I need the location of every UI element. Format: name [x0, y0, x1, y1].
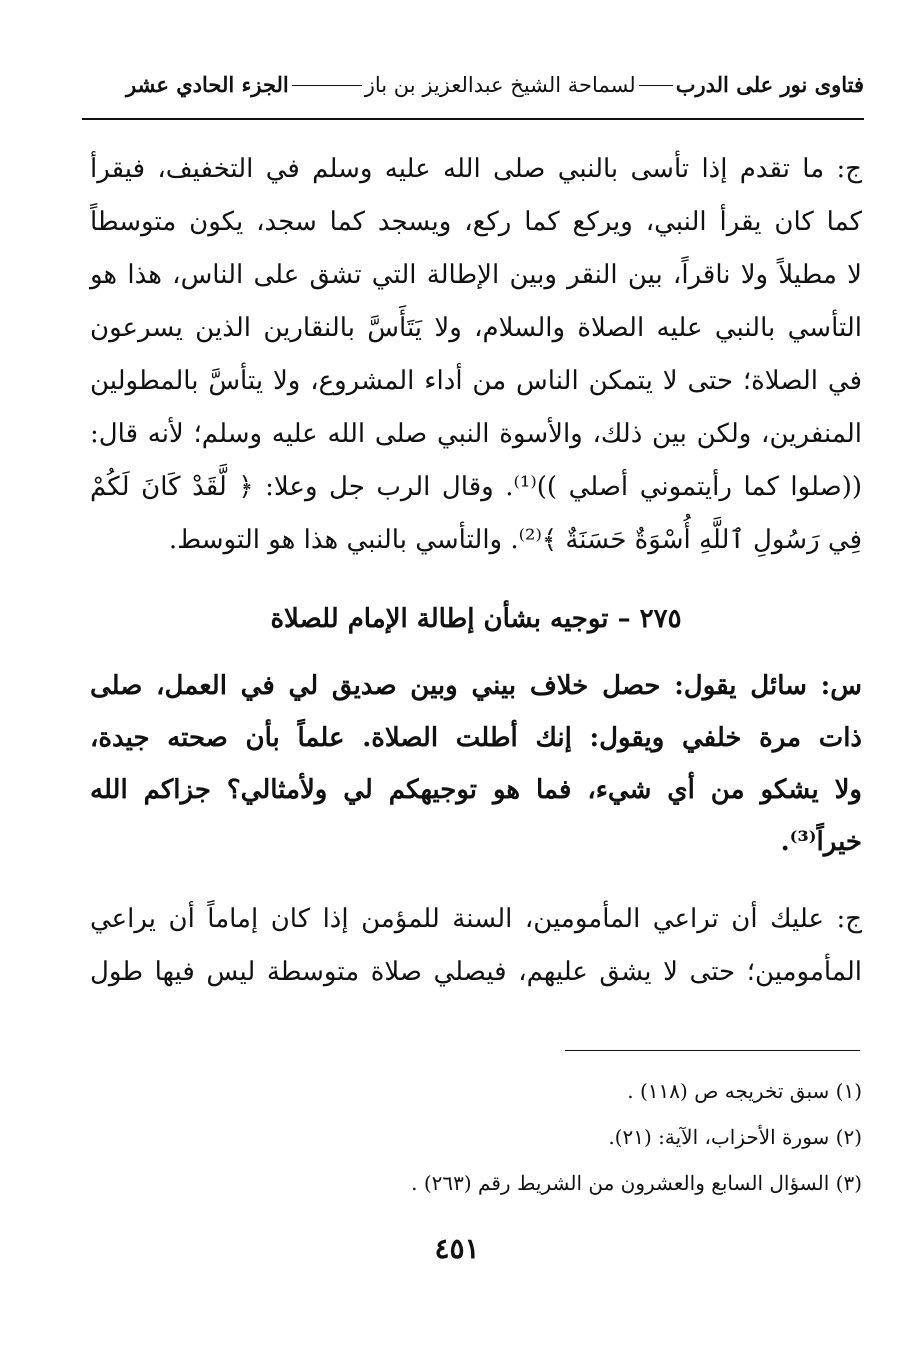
text-line: ج: ما تقدم إذا تأسى بالنبي صلى الله عليه وسلم في التخفيف، فيقرأ	[90, 154, 862, 184]
text-line: ولا يشكو من أي شيء، فما هو توجيهكم لي ولأمثالي؟ جزاكم الله	[90, 775, 862, 805]
text-line: لا مطيلاً ولا ناقراً، بين النقر وبين الإطالة التي تشق على الناس، هذا هو	[90, 260, 862, 290]
running-header	[82, 72, 864, 97]
book-title: فتاوى نور على الدرب	[675, 72, 864, 97]
text-line: خيراً⁽³⁾.	[780, 827, 862, 857]
page-number: ٤٥١	[434, 1232, 480, 1265]
text-line: ج: عليك أن تراعي المأمومين، السنة للمؤمن إذا كان إماماً أن يراعي	[90, 904, 862, 934]
footnote: (٢) سورة الأحزاب، الآية: (٢١).	[608, 1125, 862, 1149]
text-line: المأمومين؛ حتى لا يشق عليهم، فيصلي صلاة متوسطة ليس فيها طول	[90, 957, 862, 987]
question-paragraph	[90, 660, 862, 868]
text-line: ذات مرة خلفي ويقول: إنك أطلت الصلاة. علماً بأن صحته جيدة،	[90, 723, 862, 753]
text-line: ((صلوا كما رأيتموني أصلي ))⁽¹⁾. وقال الرب جل وعلا: ﴿ لَّقَدْ كَانَ لَكُمْ	[90, 472, 863, 502]
author-name: لسماحة الشيخ عبدالعزيز بن باز	[364, 73, 636, 97]
text-line: في الصلاة؛ حتى لا يتمكن الناس من أداء المشروع، ولا يتأسَّ بالمطولين	[90, 366, 862, 396]
text-line: فِي رَسُولِ ٱللَّهِ أُسْوَةٌ حَسَنَةٌ ﴾⁽²⁾. والتأسي بالنبي هذا هو التوسط.	[168, 525, 862, 555]
footnote-separator	[565, 1050, 860, 1051]
answer-paragraph-2	[90, 893, 862, 999]
text-line: التأسي بالنبي عليه الصلاة والسلام، ولا يَتَأَسَّ بالنقارين الذين يسرعون	[90, 313, 862, 343]
volume-label: الجزء الحادي عشر	[126, 72, 289, 97]
text-line: س: سائل يقول: حصل خلاف بيني وبين صديق لي في العمل، صلى	[90, 671, 862, 701]
header-dash	[639, 85, 673, 86]
header-rule	[82, 118, 864, 120]
footnote: (٣) السؤال السابع والعشرون من الشريط رقم (٢٦٣) .	[411, 1171, 862, 1195]
text-line: المنفرين، ولكن بين ذلك، والأسوة النبي صلى الله عليه وسلم؛ لأنه قال:	[90, 419, 862, 449]
text-line: كما كان يقرأ النبي، ويركع كما ركع، ويسجد كما سجد، يكون متوسطاً	[90, 207, 862, 237]
footnote: (١) سبق تخريجه ص (١١٨) .	[627, 1079, 862, 1103]
header-dash	[292, 85, 362, 86]
section-heading: ٢٧٥ – توجيه بشأن إطالة الإمام للصلاة	[270, 604, 682, 634]
footnotes	[90, 1068, 862, 1206]
answer-paragraph-1	[90, 143, 862, 567]
